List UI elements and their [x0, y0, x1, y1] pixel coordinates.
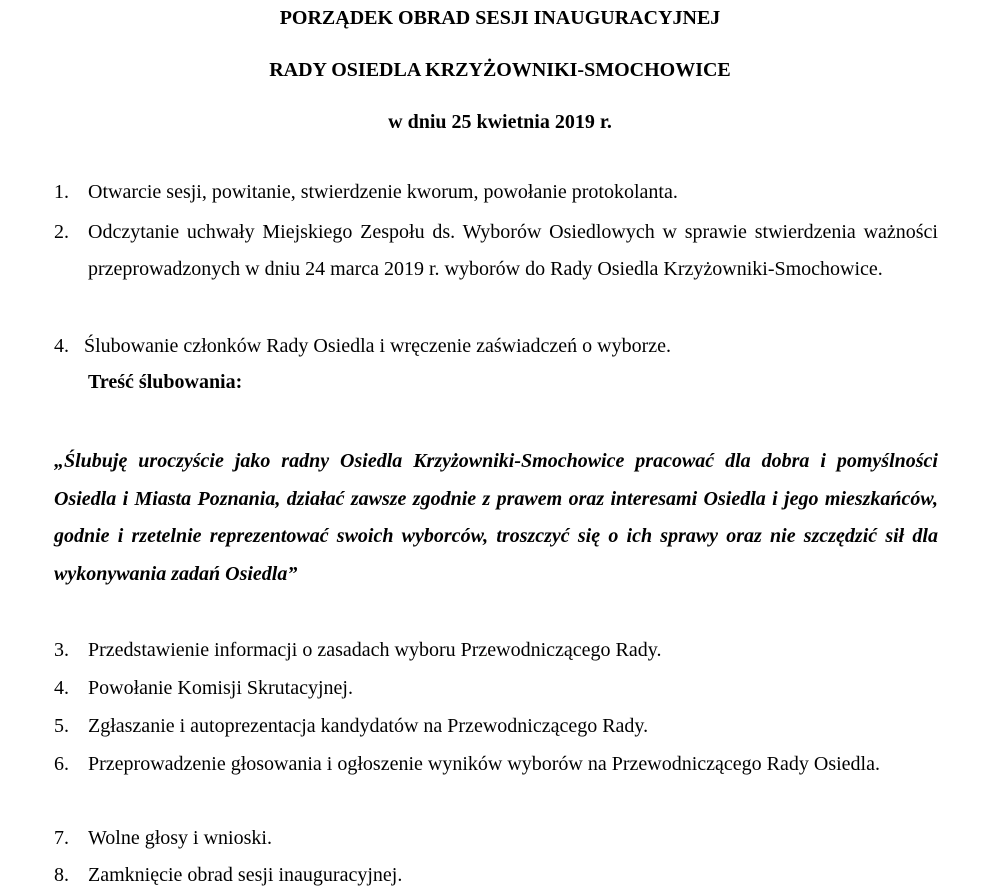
agenda-item-text: Zgłaszanie i autoprezentacja kandydatów na Przewodniczącego Rady.: [88, 715, 649, 737]
agenda-item: [54, 214, 938, 288]
agenda-item-text: Zamknięcie obrad sesji inauguracyjnej.: [88, 864, 403, 886]
agenda-item: [54, 328, 938, 365]
oath-title: Treść ślubowania:: [88, 371, 243, 393]
agenda-item-text: Ślubowanie członków Rady Osiedla i wręczenie zaświadczeń o wyborze.: [84, 335, 672, 357]
agenda-item-text: Przedstawienie informacji o zasadach wyboru Przewodniczącego Rady.: [88, 639, 662, 661]
agenda-item-number: 7.: [54, 827, 69, 849]
agenda-item-number: 4.: [54, 335, 69, 357]
agenda-item-number: 4.: [54, 677, 69, 699]
document-title: PORZĄDEK OBRAD SESJI INAUGURACYJNEJ: [279, 7, 721, 29]
agenda-item-number: 3.: [54, 639, 69, 661]
agenda-item: [54, 174, 938, 211]
agenda-item: [54, 746, 938, 783]
oath-text: „Ślubuję uroczyście jako radny Osiedla Krzyżowniki-Smochowice pracować dla dobra i pomyślności Osiedla i Miasta Poznania, działać zawsze zgodnie z prawem oraz interesami Osiedla i jego mieszkańców, godnie i rzetelnie reprezentować swoich wyborców, troszczyć się o ich sprawy oraz nie szczędzić sił dla wykonywania zadań Osiedla”: [54, 450, 938, 585]
agenda-item-text: Powołanie Komisji Skrutacyjnej.: [88, 677, 353, 699]
agenda-item-text: Otwarcie sesji, powitanie, stwierdzenie kworum, powołanie protokolanta.: [88, 181, 678, 203]
agenda-item: [54, 857, 938, 894]
agenda-item: [54, 632, 938, 669]
agenda-item-text: Odczytanie uchwały Miejskiego Zespołu ds. Wyborów Osiedlowych w sprawie stwierdzenia ważności przeprowadzonych w dniu 24 marca 2019 r. wyborów do Rady Osiedla Krzyżowniki-Smochowice.: [88, 221, 938, 280]
agenda-item-number: 2.: [54, 221, 69, 243]
document-subtitle: RADY OSIEDLA KRZYŻOWNIKI-SMOCHOWICE: [269, 59, 731, 81]
agenda-item-number: 8.: [54, 864, 69, 886]
document-date: w dniu 25 kwietnia 2019 r.: [388, 111, 612, 133]
agenda-item: [54, 708, 938, 745]
agenda-item-number: 6.: [54, 753, 69, 775]
agenda-item: [54, 820, 938, 857]
agenda-item: [54, 670, 938, 707]
agenda-item-text: Przeprowadzenie głosowania i ogłoszenie wyników wyborów na Przewodniczącego Rady Osiedla.: [88, 753, 880, 775]
agenda-item-number: 5.: [54, 715, 69, 737]
agenda-item-text: Wolne głosy i wnioski.: [88, 827, 272, 849]
agenda-item-number: 1.: [54, 181, 69, 203]
